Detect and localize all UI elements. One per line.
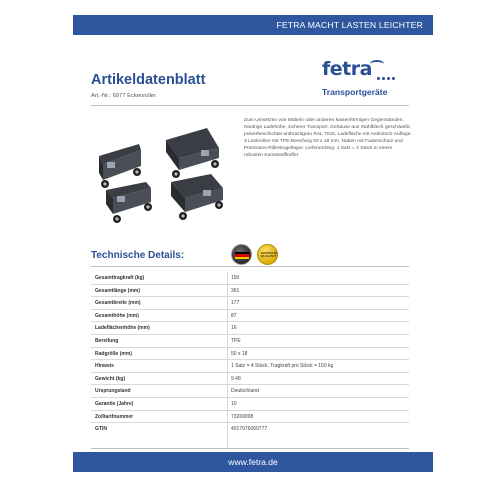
spec-value: 16	[231, 325, 237, 332]
footer-url[interactable]: www.fetra.de	[228, 457, 278, 467]
header-slogan: FETRA MACHT LASTEN LEICHTER	[276, 20, 423, 30]
table-row	[91, 348, 409, 361]
header-banner	[73, 15, 433, 35]
table-row	[91, 322, 409, 335]
corner-roller-front-right	[171, 174, 223, 220]
table-row	[91, 297, 409, 310]
product-description: Zum Umsetzen von Möbeln oder anderen kastenförmigen Gegenständen. Niedrige Ladehöhe, sicherer Transport. Gehäuse aus Stahlblech geschweißt, pulverbeschichtet anthrazitgrau RAL 7016, Ladefläche mit Antirutsch-Auflage. 3 Lenkrollen mit TPE-Bereifung 50 x 18 mm, Naben mit Fadenschutz und Präzisions-Rillenkugellager. Lieferumfang: 1 Satz = 4 Stück in einem robusten Kunststoffkoffer.	[244, 118, 412, 159]
table-row	[91, 335, 409, 348]
spec-value: 73269098	[231, 413, 254, 420]
product-photo	[91, 118, 231, 228]
logo-brand: fetra	[322, 58, 372, 80]
logo-swoosh-icon	[370, 60, 384, 68]
spec-value: 10	[231, 400, 237, 407]
spec-table	[91, 272, 409, 436]
spec-label: Gesamthöhe (mm)	[95, 312, 139, 319]
table-row	[91, 423, 409, 436]
table-row	[91, 285, 409, 298]
spec-label: Ursprungsland	[95, 388, 131, 395]
spec-label: Gewicht (kg)	[95, 375, 126, 382]
spec-value: Deutschland	[231, 388, 259, 395]
table-row	[91, 373, 409, 386]
footer-banner	[73, 452, 433, 472]
table-column-divider	[227, 272, 228, 448]
spec-value: 177	[231, 300, 240, 307]
spec-value: 150	[231, 275, 240, 281]
divider	[91, 266, 409, 267]
corner-roller-front-left	[106, 182, 152, 223]
spec-value: 9.48	[231, 375, 241, 382]
table-row	[91, 398, 409, 411]
table-row	[91, 411, 409, 424]
spec-value: 87	[231, 312, 237, 319]
spec-label: Zolltarifnummer	[95, 413, 134, 420]
spec-value: 1 Satz = 4 Stück, Tragkraft pro Stück = 150 kg	[231, 363, 334, 370]
table-row	[91, 272, 409, 285]
spec-label: Garantie (Jahre)	[95, 400, 134, 407]
made-in-germany-badge	[231, 244, 252, 265]
spec-value: TPE	[231, 337, 241, 344]
quality-badge	[257, 244, 278, 265]
spec-value: 50 x 18	[231, 350, 248, 357]
table-row	[91, 310, 409, 323]
table-row	[91, 385, 409, 398]
divider	[91, 105, 409, 106]
divider	[91, 448, 409, 449]
spec-label: Gesamtbreite (mm)	[95, 300, 141, 307]
spec-value: 361	[231, 287, 240, 294]
table-row	[91, 360, 409, 373]
fetra-logo	[322, 58, 392, 82]
spec-label: Gesamttragkraft (kg)	[95, 275, 145, 281]
corner-roller-back-right	[166, 128, 219, 178]
spec-value: 4017976069777	[231, 426, 268, 433]
corner-roller-back-left	[99, 144, 141, 188]
logo-subtitle: Transportgeräte	[322, 87, 388, 97]
article-number: Art.-Nr.: 6977 Eckenroller	[91, 93, 157, 99]
spec-label: Ladeflächenhöhe (mm)	[95, 325, 150, 332]
spec-label: Radgröße (mm)	[95, 350, 132, 357]
document-title: Artikeldatenblatt	[91, 72, 206, 88]
technical-details-heading: Technische Details:	[91, 250, 185, 261]
logo-dots-icon	[377, 77, 395, 80]
spec-label: GTIN	[95, 426, 107, 433]
spec-label: Gesamtlänge (mm)	[95, 287, 141, 294]
spec-label: Hinweis	[95, 363, 114, 370]
quality-badge-text: GEPRÜFTE QUALITÄT	[261, 251, 278, 259]
spec-label: Bereifung	[95, 337, 119, 344]
german-flag-icon	[235, 252, 249, 259]
